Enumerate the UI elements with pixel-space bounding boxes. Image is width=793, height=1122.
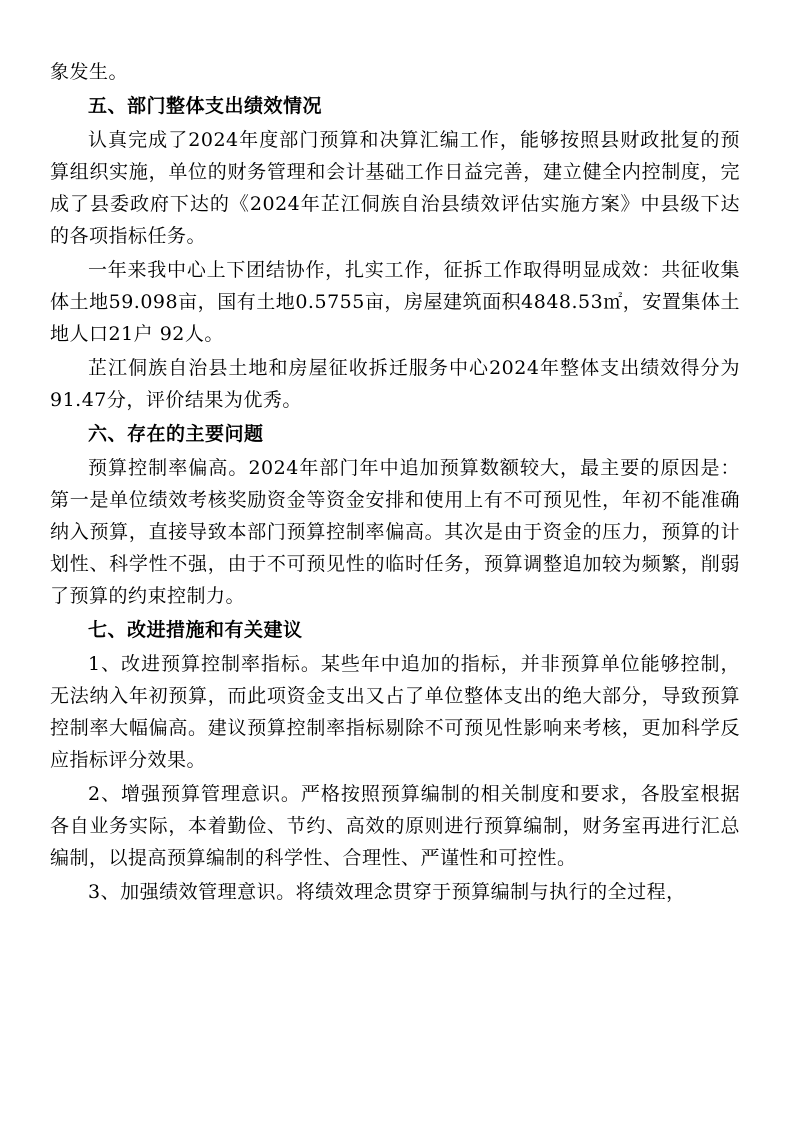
carryover-text: 象发生。	[50, 61, 129, 83]
paragraph-performance-score: 芷江侗族自治县土地和房屋征收拆迁服务中心2024年整体支出绩效得分为91.47分，评价结果为优秀。	[50, 357, 740, 411]
section-heading-7: 七、改进措施和有关建议	[88, 619, 303, 641]
paragraph-suggestion-3: 3、加强绩效管理意识。将绩效理念贯穿于预算编制与执行的全过程，	[88, 881, 686, 903]
section-heading-5: 五、部门整体支出绩效情况	[88, 95, 323, 117]
paragraph-suggestion-1: 1、改进预算控制率指标。某些年中追加的指标，并非预算单位能够控制，无法纳入年初预算，而此项资金支出又占了单位整体支出的绝大部分，导致预算控制率大幅偏高。建议预算控制率指标剔除不可预见性影响来考核，更加科学反应指标评分效果。	[50, 653, 740, 771]
section-heading-6: 六、存在的主要问题	[88, 423, 264, 445]
paragraph-budget-work: 认真完成了2024年度部门预算和决算汇编工作，能够按照县财政批复的预算组织实施，单位的财务管理和会计基础工作日益完善，建立健全内控制度，完成了县委政府下达的《2024年芷江侗族自治县绩效评估实施方案》中县级下达的各项指标任务。	[50, 129, 740, 247]
paragraph-suggestion-2: 2、增强预算管理意识。严格按照预算编制的相关制度和要求，各股室根据各自业务实际，本着勤俭、节约、高效的原则进行预算编制，财务室再进行汇总编制，以提高预算编制的科学性、合理性、严谨性和可控性。	[50, 783, 740, 869]
paragraph-main-problem: 预算控制率偏高。2024年部门年中追加预算数额较大，最主要的原因是：第一是单位绩效考核奖励资金等资金安排和使用上有不可预见性，年初不能准确纳入预算，直接导致本部门预算控制率偏高。其次是由于资金的压力，预算的计划性、科学性不强，由于不可预见性的临时任务，预算调整追加较为频繁，削弱了预算的约束控制力。	[50, 457, 740, 607]
document-body	[50, 56, 740, 910]
paragraph-land-acquisition: 一年来我中心上下团结协作，扎实工作，征拆工作取得明显成效：共征收集体土地59.098亩，国有土地0.5755亩，房屋建筑面积4848.53㎡，安置集体土地人口21户 92人。	[50, 259, 740, 345]
